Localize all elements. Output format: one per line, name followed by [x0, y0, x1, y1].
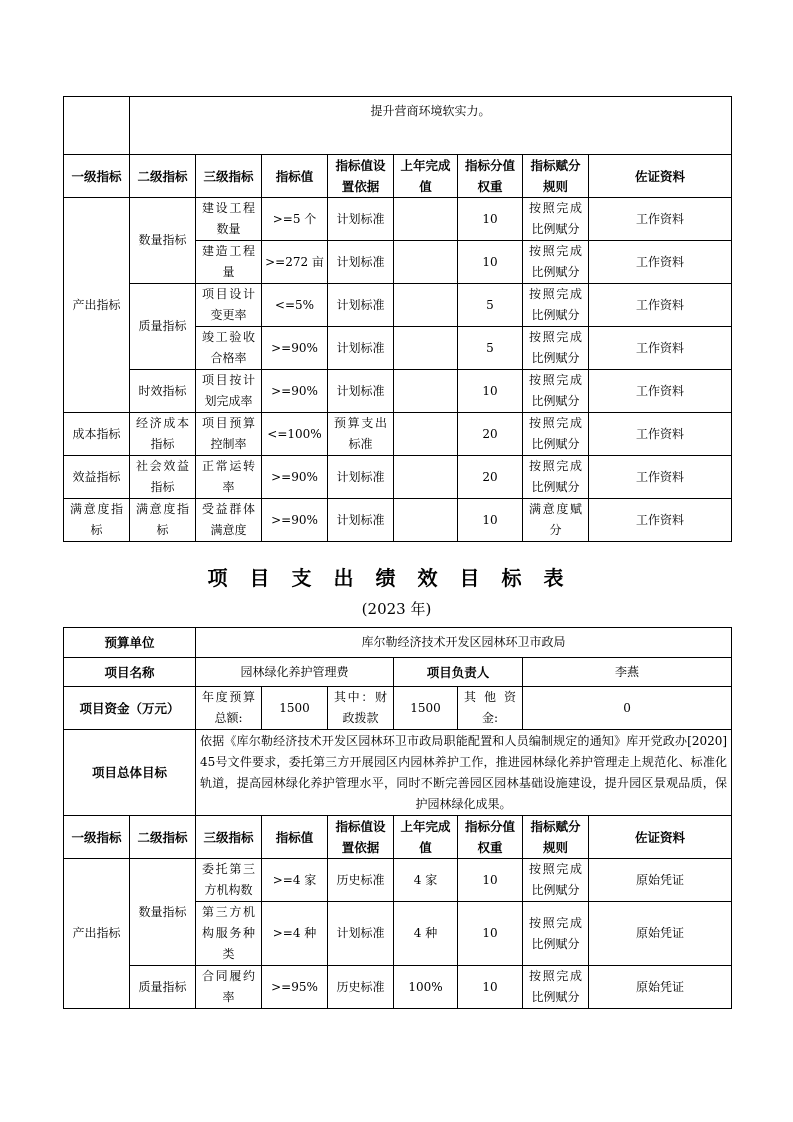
header-cell: 三级指标 [196, 155, 262, 198]
value-cell: >=4 家 [262, 859, 328, 902]
basis-cell: 计划标准 [328, 327, 394, 370]
header-cell: 上年完成值 [394, 155, 458, 198]
rule-cell: 按照完成比例赋分 [523, 413, 589, 456]
level3-cell: 项目预算控制率 [196, 413, 262, 456]
weight-cell: 20 [458, 456, 523, 499]
basis-cell: 历史标准 [328, 859, 394, 902]
last-year-cell [394, 499, 458, 542]
level1-cell: 效益指标 [64, 456, 130, 499]
budget-unit-label: 预算单位 [64, 628, 196, 658]
table-header-row [64, 155, 732, 198]
other-funds-label: 其他资金: [458, 687, 523, 730]
value-cell: >=5 个 [262, 198, 328, 241]
basis-cell: 计划标准 [328, 284, 394, 327]
weight-cell: 10 [458, 370, 523, 413]
level2-cell: 社会效益指标 [130, 456, 196, 499]
header-cell: 上年完成值 [394, 816, 458, 859]
header-cell: 指标值 [262, 155, 328, 198]
header-cell: 一级指标 [64, 816, 130, 859]
performance-goal-table [63, 627, 732, 1009]
header-cell: 指标分值权重 [458, 155, 523, 198]
value-cell: >=95% [262, 966, 328, 1009]
level3-cell: 正常运转率 [196, 456, 262, 499]
basis-cell: 计划标准 [328, 198, 394, 241]
level3-cell: 建设工程数量 [196, 198, 262, 241]
last-year-cell [394, 456, 458, 499]
weight-cell: 5 [458, 327, 523, 370]
table-row [64, 198, 732, 241]
level3-cell: 项目按计划完成率 [196, 370, 262, 413]
value-cell: >=4 种 [262, 902, 328, 966]
last-year-cell [394, 370, 458, 413]
header-cell: 指标值设置依据 [328, 155, 394, 198]
level2-cell: 质量指标 [130, 966, 196, 1009]
evidence-cell: 工作资料 [589, 198, 732, 241]
level1-cell: 产出指标 [64, 859, 130, 1009]
value-cell: >=90% [262, 499, 328, 542]
value-cell: >=90% [262, 327, 328, 370]
overall-goal-text: 依据《库尔勒经济技术开发区园林环卫市政局职能配置和人员编制规定的通知》库开党政办[2020]45号文件要求，委托第三方开展园区内园林养护工作，推进园林绿化养护管理走上规范化、标准化轨道，提高园林绿化养护管理水平，同时不断完善园区园林基础设施建设，提升园区景观品质，保护园林绿化成果。 [196, 730, 732, 816]
value-cell: <=100% [262, 413, 328, 456]
fiscal-allocation-label: 其中：财政拨款 [328, 687, 394, 730]
last-year-cell: 100% [394, 966, 458, 1009]
rule-cell: 按照完成比例赋分 [523, 966, 589, 1009]
basis-cell: 计划标准 [328, 499, 394, 542]
project-owner-value: 李燕 [523, 658, 732, 687]
evidence-cell: 工作资料 [589, 241, 732, 284]
page-title: 项目支出绩效目标表 [207, 566, 586, 590]
table-row [64, 499, 732, 542]
rule-cell: 按照完成比例赋分 [523, 284, 589, 327]
header-cell: 佐证资料 [589, 155, 732, 198]
level1-cell: 成本指标 [64, 413, 130, 456]
project-owner-label: 项目负责人 [394, 658, 523, 687]
header-cell: 指标分值权重 [458, 816, 523, 859]
level1-cell: 产出指标 [64, 198, 130, 413]
basis-cell: 预算支出标准 [328, 413, 394, 456]
weight-cell: 10 [458, 198, 523, 241]
fiscal-allocation-value: 1500 [394, 687, 458, 730]
level2-cell: 时效指标 [130, 370, 196, 413]
level3-cell: 受益群体满意度 [196, 499, 262, 542]
page-subtitle: (2023 年) [361, 600, 432, 618]
header-cell: 一级指标 [64, 155, 130, 198]
header-cell: 指标赋分规则 [523, 155, 589, 198]
level3-cell: 建造工程量 [196, 241, 262, 284]
last-year-cell [394, 284, 458, 327]
table-row [64, 966, 732, 1009]
table-row [64, 284, 732, 327]
evidence-cell: 工作资料 [589, 413, 732, 456]
basis-cell: 计划标准 [328, 370, 394, 413]
last-year-cell: 4 家 [394, 859, 458, 902]
level2-cell: 数量指标 [130, 198, 196, 284]
level2-cell: 经济成本指标 [130, 413, 196, 456]
evidence-cell: 工作资料 [589, 370, 732, 413]
weight-cell: 10 [458, 499, 523, 542]
table-row [64, 859, 732, 902]
weight-cell: 10 [458, 241, 523, 284]
rule-cell: 按照完成比例赋分 [523, 327, 589, 370]
table-header-row [64, 816, 732, 859]
level1-cell: 满意度指标 [64, 499, 130, 542]
level3-cell: 项目设计变更率 [196, 284, 262, 327]
level2-cell: 满意度指标 [130, 499, 196, 542]
project-goal-continued: 提升营商环境软实力。 [130, 97, 732, 155]
value-cell: <=5% [262, 284, 328, 327]
basis-cell: 历史标准 [328, 966, 394, 1009]
budget-unit-value: 库尔勒经济技术开发区园林环卫市政局 [196, 628, 732, 658]
last-year-cell [394, 413, 458, 456]
table-row [64, 413, 732, 456]
basis-cell: 计划标准 [328, 456, 394, 499]
weight-cell: 5 [458, 284, 523, 327]
blank-cell [64, 97, 130, 155]
evidence-cell: 工作资料 [589, 456, 732, 499]
header-cell: 二级指标 [130, 155, 196, 198]
evidence-cell: 工作资料 [589, 499, 732, 542]
value-cell: >=272 亩 [262, 241, 328, 284]
weight-cell: 10 [458, 902, 523, 966]
evidence-cell: 工作资料 [589, 284, 732, 327]
rule-cell: 按照完成比例赋分 [523, 198, 589, 241]
project-fund-label: 项目资金（万元） [64, 687, 196, 730]
level3-cell: 合同履约率 [196, 966, 262, 1009]
last-year-cell [394, 327, 458, 370]
weight-cell: 10 [458, 859, 523, 902]
level3-cell: 委托第三方机构数 [196, 859, 262, 902]
annual-budget-label: 年度预算总额: [196, 687, 262, 730]
header-cell: 指标值设置依据 [328, 816, 394, 859]
rule-cell: 按照完成比例赋分 [523, 241, 589, 284]
table-row [64, 370, 732, 413]
evidence-cell: 原始凭证 [589, 966, 732, 1009]
weight-cell: 10 [458, 966, 523, 1009]
weight-cell: 20 [458, 413, 523, 456]
annual-budget-value: 1500 [262, 687, 328, 730]
indicator-table-continued [63, 96, 732, 542]
header-cell: 三级指标 [196, 816, 262, 859]
rule-cell: 满意度赋分 [523, 499, 589, 542]
rule-cell: 按照完成比例赋分 [523, 902, 589, 966]
header-cell: 指标值 [262, 816, 328, 859]
level3-cell: 竣工验收合格率 [196, 327, 262, 370]
header-cell: 二级指标 [130, 816, 196, 859]
last-year-cell [394, 241, 458, 284]
level2-cell: 质量指标 [130, 284, 196, 370]
rule-cell: 按照完成比例赋分 [523, 456, 589, 499]
table-row [64, 456, 732, 499]
header-cell: 指标赋分规则 [523, 816, 589, 859]
rule-cell: 按照完成比例赋分 [523, 370, 589, 413]
value-cell: >=90% [262, 456, 328, 499]
other-funds-value: 0 [523, 687, 732, 730]
evidence-cell: 工作资料 [589, 327, 732, 370]
last-year-cell [394, 198, 458, 241]
overall-goal-label: 项目总体目标 [64, 730, 196, 816]
basis-cell: 计划标准 [328, 902, 394, 966]
header-cell: 佐证资料 [589, 816, 732, 859]
basis-cell: 计划标准 [328, 241, 394, 284]
project-name-label: 项目名称 [64, 658, 196, 687]
value-cell: >=90% [262, 370, 328, 413]
rule-cell: 按照完成比例赋分 [523, 859, 589, 902]
project-name-value: 园林绿化养护管理费 [196, 658, 394, 687]
last-year-cell: 4 种 [394, 902, 458, 966]
evidence-cell: 原始凭证 [589, 902, 732, 966]
evidence-cell: 原始凭证 [589, 859, 732, 902]
level3-cell: 第三方机构服务种类 [196, 902, 262, 966]
level2-cell: 数量指标 [130, 859, 196, 966]
